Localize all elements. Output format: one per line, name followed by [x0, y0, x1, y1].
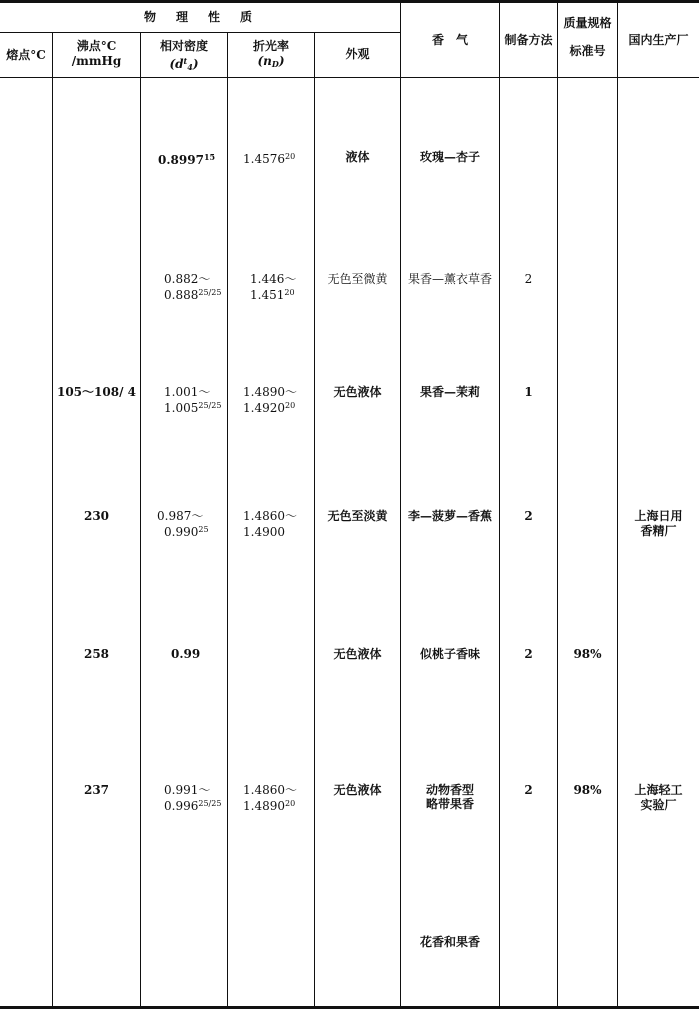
header-melting-point: 熔点°C	[6, 48, 46, 62]
cell-density: 0.8997$^{15}$	[158, 152, 216, 167]
header-preparation-method: 制备方法	[504, 33, 553, 47]
header-boiling-point: 沸点°C	[76, 39, 117, 53]
cell-refractive-index-upper: 1.4900	[243, 525, 285, 539]
header-appearance: 外观	[345, 47, 370, 61]
col-divider	[140, 33, 141, 1006]
cell-refractive-index: 1.4576$^{20}$	[243, 152, 296, 166]
cell-manufacturer-line2: 香精厂	[640, 524, 677, 538]
header-manufacturer: 国内生产厂	[628, 33, 689, 47]
cell-aroma: 花香和果香	[419, 935, 480, 949]
cell-refractive-index-upper: 1.451$^{20}$	[250, 288, 295, 302]
header-relative-density: 相对密度	[159, 39, 208, 53]
cell-aroma-line2: 略带果香	[425, 797, 474, 811]
header-aroma: 香 气	[431, 33, 468, 47]
cell-aroma: 李—菠萝—香蕉	[407, 509, 492, 523]
bottom-rule	[0, 1006, 699, 1009]
header-quality-spec: 质量规格	[563, 16, 612, 30]
cell-preparation: 2	[524, 509, 533, 523]
cell-boiling-point: 258	[83, 647, 110, 661]
cell-appearance: 无色液体	[333, 385, 382, 399]
cell-refractive-index-upper: 1.4920$^{20}$	[243, 401, 296, 415]
cell-manufacturer-line2: 实验厂	[640, 798, 677, 812]
cell-refractive-index: 1.4890～	[243, 385, 297, 399]
top-rule	[0, 0, 699, 3]
header-physical-properties: 物 理 性 质	[143, 10, 256, 24]
cell-aroma: 玫瑰—杏子	[419, 150, 480, 164]
cell-manufacturer: 上海日用	[634, 509, 683, 523]
cell-appearance: 无色至微黄	[327, 272, 388, 286]
header-refractive-index: 折光率	[252, 39, 289, 53]
col-divider	[557, 2, 558, 1006]
cell-density-upper: $0.996^{25/25}$	[164, 799, 222, 813]
cell-refractive-index: 1.4860～	[243, 783, 297, 797]
cell-density: 0.991～	[164, 783, 211, 797]
cell-density-upper: $1.005^{25/25}$	[164, 401, 222, 415]
cell-density: 0.882～	[164, 272, 211, 286]
cell-density: 1.001～	[164, 385, 211, 399]
header-boiling-point-unit: /mmHg	[71, 54, 122, 68]
header-refractive-symbol: $(n_D)$	[257, 54, 285, 69]
cell-aroma: 果香—茉莉	[419, 385, 480, 399]
cell-density: 0.987～	[157, 509, 204, 523]
cell-appearance: 无色液体	[333, 647, 382, 661]
cell-refractive-index: 1.4860～	[243, 509, 297, 523]
cell-preparation: 2	[524, 272, 533, 286]
cell-density: 0.99	[171, 647, 201, 661]
cell-refractive-index-upper: 1.4890$^{20}$	[243, 799, 296, 813]
col-divider	[227, 33, 228, 1006]
col-divider	[499, 2, 500, 1006]
header-bottom-rule	[0, 77, 699, 78]
cell-boiling-point: 237	[83, 783, 110, 797]
cell-boiling-point: 230	[83, 509, 110, 523]
header-standard-number: 标准号	[569, 44, 606, 58]
cell-boiling-point: 105～108/ 4	[56, 385, 136, 399]
cell-density-upper: 0.990$^{25}$	[164, 525, 209, 539]
col-divider	[617, 2, 618, 1006]
cell-appearance: 液体	[345, 150, 370, 164]
cell-preparation: 2	[524, 647, 533, 661]
cell-appearance: 无色液体	[333, 783, 382, 797]
cell-refractive-index: 1.446～	[250, 272, 297, 286]
cell-aroma: 动物香型	[425, 783, 474, 797]
cell-quality-spec: 98%	[573, 647, 602, 661]
cell-quality-spec: 98%	[573, 783, 602, 797]
cell-preparation: 2	[524, 783, 533, 797]
cell-preparation: 1	[524, 385, 533, 399]
cell-density-upper: $0.888^{25/25}$	[164, 288, 222, 302]
cell-manufacturer: 上海轻工	[634, 783, 683, 797]
cell-aroma: 果香—薰衣草香	[407, 272, 492, 286]
cell-aroma: 似桃子香味	[419, 647, 480, 661]
cell-appearance: 无色至淡黄	[327, 509, 388, 523]
group-header-rule	[0, 32, 400, 33]
header-density-symbol: $(d^t_4)$	[169, 56, 199, 72]
